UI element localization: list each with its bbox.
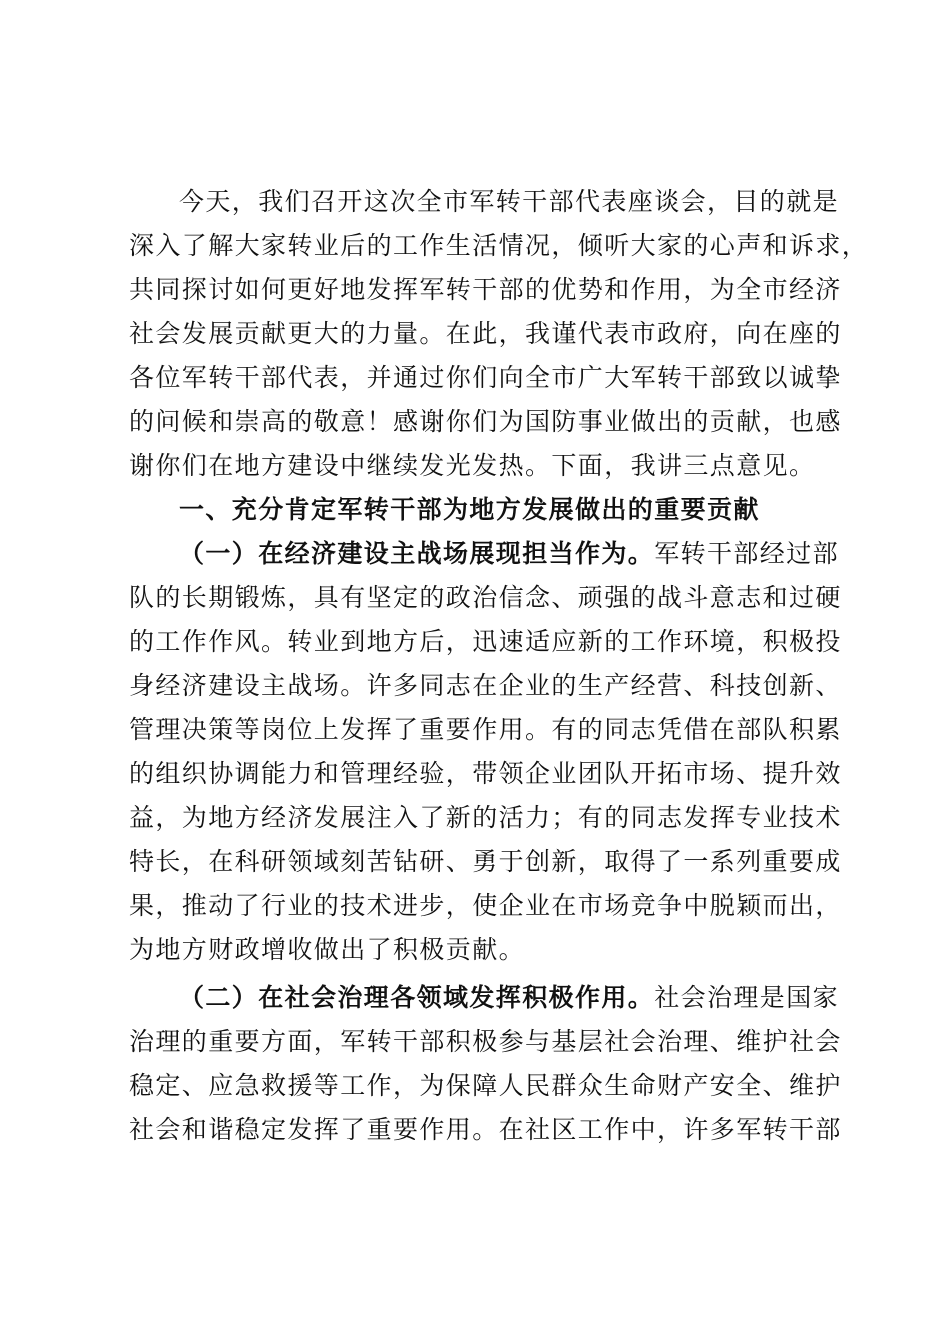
intro-line: 今天，我们召开这次全市军转干部代表座谈会，目的就是 xyxy=(179,187,840,216)
subsection-1-line: 特长，在科研领域刻苦钻研、勇于创新，取得了一系列重要成 xyxy=(129,847,842,876)
subsection-2-first-rest: 社会治理是国家 xyxy=(654,983,840,1012)
subsection-1-line: 益，为地方经济发展注入了新的活力；有的同志发挥专业技术 xyxy=(129,803,842,832)
subsection-1-line: 的组织协调能力和管理经验，带领企业团队开拓市场、提升效 xyxy=(129,759,842,788)
intro-line: 社会发展贡献更大的力量。在此，我谨代表市政府，向在座的 xyxy=(129,319,842,348)
subsection-1-line: 队的长期锻炼，具有坚定的政治信念、顽强的战斗意志和过硬 xyxy=(129,583,842,612)
section-heading: 一、充分肯定军转干部为地方发展做出的重要贡献 xyxy=(179,495,760,524)
subsection-1-line: 身经济建设主战场。许多同志在企业的生产经营、科技创新、 xyxy=(129,671,842,700)
subsection-2-line: 社会和谐稳定发挥了重要作用。在社区工作中，许多军转干部 xyxy=(129,1115,842,1144)
subsection-2-line: 治理的重要方面，军转干部积极参与基层社会治理、维护社会 xyxy=(129,1027,842,1056)
intro-line: 的问候和崇高的敬意！感谢你们为国防事业做出的贡献，也感 xyxy=(129,407,842,436)
subsection-2-lead: （二）在社会治理各领域发挥积极作用。 xyxy=(179,983,655,1012)
subsection-1-line: 为地方财政增收做出了积极贡献。 xyxy=(129,935,526,964)
intro-line: 共同探讨如何更好地发挥军转干部的优势和作用，为全市经济 xyxy=(129,275,842,304)
subsection-2-first-line xyxy=(129,976,840,1020)
intro-line: 深入了解大家转业后的工作生活情况，倾听大家的心声和诉求， xyxy=(129,231,869,260)
intro-line: 谢你们在地方建设中继续发光发热。下面，我讲三点意见。 xyxy=(129,451,816,480)
subsection-1-lead: （一）在经济建设主战场展现担当作为。 xyxy=(179,539,655,568)
intro-line: 各位军转干部代表，并通过你们向全市广大军转干部致以诚挚 xyxy=(129,363,842,392)
subsection-1-first-rest: 军转干部经过部 xyxy=(654,539,840,568)
subsection-2-line: 稳定、应急救援等工作，为保障人民群众生命财产安全、维护 xyxy=(129,1071,842,1100)
subsection-1-line: 果，推动了行业的技术进步，使企业在市场竞争中脱颖而出， xyxy=(129,891,842,920)
subsection-1-line: 管理决策等岗位上发挥了重要作用。有的同志凭借在部队积累 xyxy=(129,715,842,744)
subsection-1-line: 的工作作风。转业到地方后，迅速适应新的工作环境，积极投 xyxy=(129,627,842,656)
document-body xyxy=(129,180,869,1152)
subsection-1-first-line xyxy=(129,532,840,576)
